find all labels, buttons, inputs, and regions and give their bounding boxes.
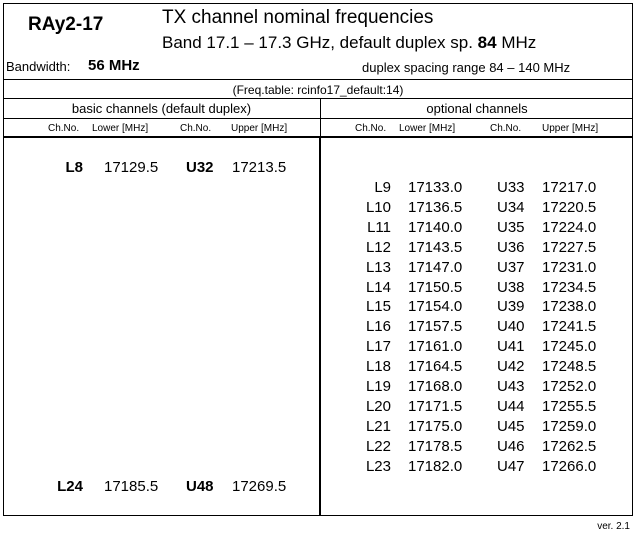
- opt-upper-channel: U39: [497, 298, 525, 315]
- opt-lower-frequency: 17178.5: [408, 438, 463, 455]
- opt-lower-frequency: 17154.0: [408, 298, 463, 315]
- opt-upper-channel: U36: [497, 239, 525, 256]
- opt-upper-frequency: 17231.0: [542, 259, 597, 276]
- opt-lower-frequency: 17171.5: [408, 398, 463, 415]
- opt-lower-channel: L15: [365, 298, 391, 315]
- opt-lower-frequency: 17164.5: [408, 358, 463, 375]
- basic-upper-frequency: 17269.5: [232, 478, 287, 495]
- opt-lower-channel: L10: [365, 199, 391, 216]
- opt-upper-frequency: 17248.5: [542, 358, 597, 375]
- opt-lower-channel: L18: [365, 358, 391, 375]
- opt-upper-channel: U41: [497, 338, 525, 355]
- opt-lower-channel: L22: [365, 438, 391, 455]
- freq-table-divider: [3, 98, 633, 99]
- basic-col-lower-freq: Lower [MHz]: [92, 123, 149, 134]
- opt-col-lower-chno: Ch.No.: [355, 123, 387, 134]
- opt-upper-frequency: 17227.5: [542, 239, 597, 256]
- opt-lower-channel: L13: [365, 259, 391, 276]
- basic-lower-frequency: 17185.5: [104, 478, 159, 495]
- optional-section-title: optional channels: [426, 101, 528, 116]
- basic-col-lower-chno: Ch.No.: [48, 123, 80, 134]
- page-title: TX channel nominal frequencies: [162, 7, 434, 28]
- column-header-divider: [3, 136, 633, 138]
- opt-upper-frequency: 17241.5: [542, 318, 597, 335]
- opt-upper-channel: U34: [497, 199, 525, 216]
- version-label: ver. 2.1: [597, 521, 630, 532]
- freq-table-label: (Freq.table: rcinfo17_default:14): [232, 83, 404, 97]
- opt-upper-channel: U44: [497, 398, 525, 415]
- bandwidth-label: Bandwidth:: [6, 59, 71, 74]
- opt-upper-frequency: 17245.0: [542, 338, 597, 355]
- opt-lower-channel: L19: [365, 378, 391, 395]
- basic-lower-channel: L8: [65, 159, 83, 176]
- opt-upper-frequency: 17262.5: [542, 438, 597, 455]
- opt-lower-frequency: 17157.5: [408, 318, 463, 335]
- opt-lower-frequency: 17133.0: [408, 179, 463, 196]
- opt-lower-channel: L14: [365, 279, 391, 296]
- opt-upper-channel: U46: [497, 438, 525, 455]
- opt-lower-frequency: 17168.0: [408, 378, 463, 395]
- opt-upper-frequency: 17224.0: [542, 219, 597, 236]
- basic-lower-channel: L24: [57, 478, 83, 495]
- opt-lower-frequency: 17143.5: [408, 239, 463, 256]
- opt-lower-frequency: 17140.0: [408, 219, 463, 236]
- section-divider: [3, 118, 633, 119]
- opt-upper-channel: U45: [497, 418, 525, 435]
- band-duplex-value: 84: [477, 33, 497, 52]
- opt-upper-channel: U40: [497, 318, 525, 335]
- opt-upper-channel: U38: [497, 279, 525, 296]
- band-info: [162, 33, 536, 53]
- opt-upper-frequency: 17266.0: [542, 458, 597, 475]
- basic-upper-channel: U32: [186, 159, 214, 176]
- basic-upper-frequency: 17213.5: [232, 159, 287, 176]
- opt-lower-channel: L23: [365, 458, 391, 475]
- opt-lower-channel: L9: [374, 179, 391, 196]
- opt-upper-channel: U43: [497, 378, 525, 395]
- header-divider: [3, 79, 633, 80]
- band-unit: MHz: [501, 33, 537, 52]
- basic-col-upper-freq: Upper [MHz]: [231, 123, 288, 134]
- opt-lower-channel: L21: [365, 418, 391, 435]
- opt-col-upper-freq: Upper [MHz]: [542, 123, 599, 134]
- opt-upper-frequency: 17255.5: [542, 398, 597, 415]
- opt-lower-frequency: 17136.5: [408, 199, 463, 216]
- model-name: RAy2-17: [28, 14, 104, 35]
- opt-lower-channel: L11: [367, 219, 391, 236]
- basic-upper-channel: U48: [186, 478, 214, 495]
- column-separator: [319, 136, 321, 516]
- opt-upper-channel: U33: [497, 179, 525, 196]
- opt-upper-frequency: 17238.0: [542, 298, 597, 315]
- opt-lower-frequency: 17161.0: [408, 338, 463, 355]
- opt-lower-frequency: 17147.0: [408, 259, 463, 276]
- opt-col-upper-chno: Ch.No.: [490, 123, 522, 134]
- band-prefix: Band 17.1 – 17.3 GHz, default duplex sp.: [162, 33, 473, 52]
- opt-lower-channel: L20: [365, 398, 391, 415]
- opt-lower-channel: L16: [365, 318, 391, 335]
- opt-lower-frequency: 17175.0: [408, 418, 463, 435]
- duplex-range: duplex spacing range 84 – 140 MHz: [362, 60, 571, 75]
- basic-lower-frequency: 17129.5: [104, 159, 159, 176]
- opt-lower-frequency: 17150.5: [408, 279, 463, 296]
- opt-lower-channel: L17: [365, 338, 391, 355]
- opt-upper-frequency: 17217.0: [542, 179, 597, 196]
- bandwidth-value: 56 MHz: [88, 57, 140, 74]
- basic-col-upper-chno: Ch.No.: [180, 123, 212, 134]
- opt-upper-frequency: 17234.5: [542, 279, 597, 296]
- opt-lower-frequency: 17182.0: [408, 458, 463, 475]
- opt-upper-frequency: 17259.0: [542, 418, 597, 435]
- opt-upper-frequency: 17220.5: [542, 199, 597, 216]
- basic-section-title: basic channels (default duplex): [71, 101, 252, 116]
- opt-upper-frequency: 17252.0: [542, 378, 597, 395]
- opt-upper-channel: U47: [497, 458, 525, 475]
- opt-lower-channel: L12: [365, 239, 391, 256]
- opt-upper-channel: U37: [497, 259, 525, 276]
- opt-col-lower-freq: Lower [MHz]: [399, 123, 456, 134]
- opt-upper-channel: U35: [497, 219, 525, 236]
- opt-upper-channel: U42: [497, 358, 525, 375]
